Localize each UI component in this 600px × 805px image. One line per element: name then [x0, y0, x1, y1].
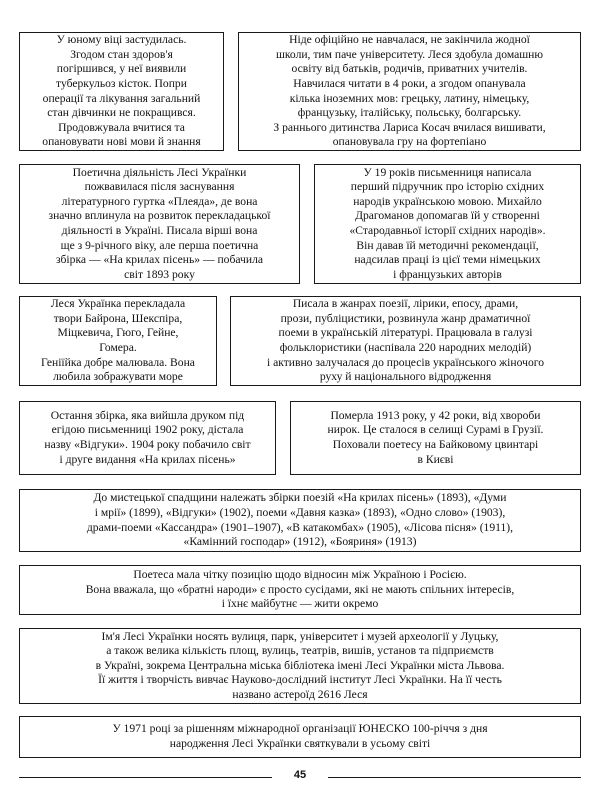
fact-text: Писала в жанрах поезії, лірики, епосу, драми, прози, публіцистики, розвинула жанр драматичної поеми в українській літературі. Працювала в галузі фольклористики (наспівала 220 народних мелодій) і активно залучалася до процесів українського жіночого руху й національного відродження: [266, 297, 544, 384]
fact-text: Остання збірка, яка вийшла друком під егідою письменниці 1902 року, дістала назву «Відгуки». 1904 року побачило світ і друге видання «На крилах пісень»: [44, 408, 251, 466]
footer-rule-right: [328, 777, 581, 778]
fact-box-translations: [19, 296, 217, 386]
fact-box-illness: [19, 32, 224, 151]
fact-text: Леся Українка перекладала твори Байрона, Шекспіра, Міцкевича, Гюго, Гейне, Гомера. Геніїйка добре малювала. Вона любила зображувати море: [41, 297, 195, 384]
fact-box-heritage: [19, 489, 581, 552]
fact-text: Ніде офіційно не навчалася, не закінчила жодної школи, тим паче університету. Леся здобула домашню освіту від батьків, родичів, приватних учителів. Навчилася читати в 4 роки, а згодом опанувала кілька іноземних мов: грецьку, латину, німецьку, французьку, італійську, польську, болгарську. З раннього дитинства Лариса Косач вчилася вишивати, опановувала гру на фортепіано: [273, 33, 546, 149]
fact-text: Поетична діяльність Лесі Українки пожвавилася після заснування літературного гуртка «Плеяда», де вона значно вплинула на розвиток перекладацької діяльності в Україні. Писала вірші вона ще з 9-річного віку, але перша поетична збірка — «На крилах пісень» — побачила світ 1893 року: [48, 165, 271, 281]
fact-text: У юному віці застудилась. Згодом стан здоров'я погіршився, у неї виявили туберкульоз кісток. Попри операції та лікування загальний стан дівчинки не покращився. Продовжувала вчитися та опановувати нові мови й знання: [42, 33, 201, 149]
fact-box-death: [290, 401, 581, 475]
fact-text: До мистецької спадщини належать збірки поезій «На крилах пісень» (1893), «Думи і мрії» (1899), «Відгуки» (1902), поеми «Давня казка» (1893), «Одно слово» (1903), драми-поеми «Кассандра» (1901–1907), «В катакомбах» (1905), «Лісова пісня» (1911), «Камінний господар» (1912), «Бояриня» (1913): [86, 491, 514, 549]
fact-text: Ім'я Лесі Українки носять вулиця, парк, університет і музей археології у Луцьку, а також велика кількість площ, вулиць, театрів, вишів, установ та підприємств в Україні, зокрема Центральна міська бібліотека імені Лесі Українки міста Львова. Її життя і творчість вивчає Науково-дослідний інститут Лесі Українки. На її честь названо астероїд 2616 Леся: [95, 629, 505, 701]
fact-text: У 1971 році за рішенням міжнародної організації ЮНЕСКО 100-річчя з дня народження Лесі Українки святкували в усьому світі: [112, 722, 488, 750]
fact-box-last-collection: [19, 401, 276, 475]
fact-text: Поетеса мала чітку позицію щодо відносин між Україною і Росією. Вона вважала, що «братні народи» є просто сусідами, які не мають спільних інтересів, і їхнє майбутнє — жити окремо: [85, 568, 515, 611]
fact-text: У 19 років письменниця написала перший підручник про історію східних народів українською мовою. Михайло Драгоманов допомагав їй у створенні «Стародавньої історії східних народів». Він давав їй методичні рекомендації, надсилав праці із цієї теми німецьких і французьких авторів: [349, 165, 546, 281]
fact-box-unesco: [19, 716, 581, 758]
fact-box-education: [238, 32, 581, 151]
page-number: 45: [293, 769, 307, 781]
fact-box-memory: [19, 628, 581, 704]
fact-box-political-position: [19, 565, 581, 615]
footer-rule-left: [19, 777, 272, 778]
fact-text: Померла 1913 року, у 42 роки, від хвороби нирок. Це сталося в селищі Сурамі в Грузії. Поховали поетесу на Байковому цвинтарі в Києві: [327, 408, 544, 466]
fact-box-first-textbook: [314, 164, 581, 284]
fact-box-poetry-activity: [19, 164, 300, 284]
fact-box-genres: [230, 296, 581, 386]
